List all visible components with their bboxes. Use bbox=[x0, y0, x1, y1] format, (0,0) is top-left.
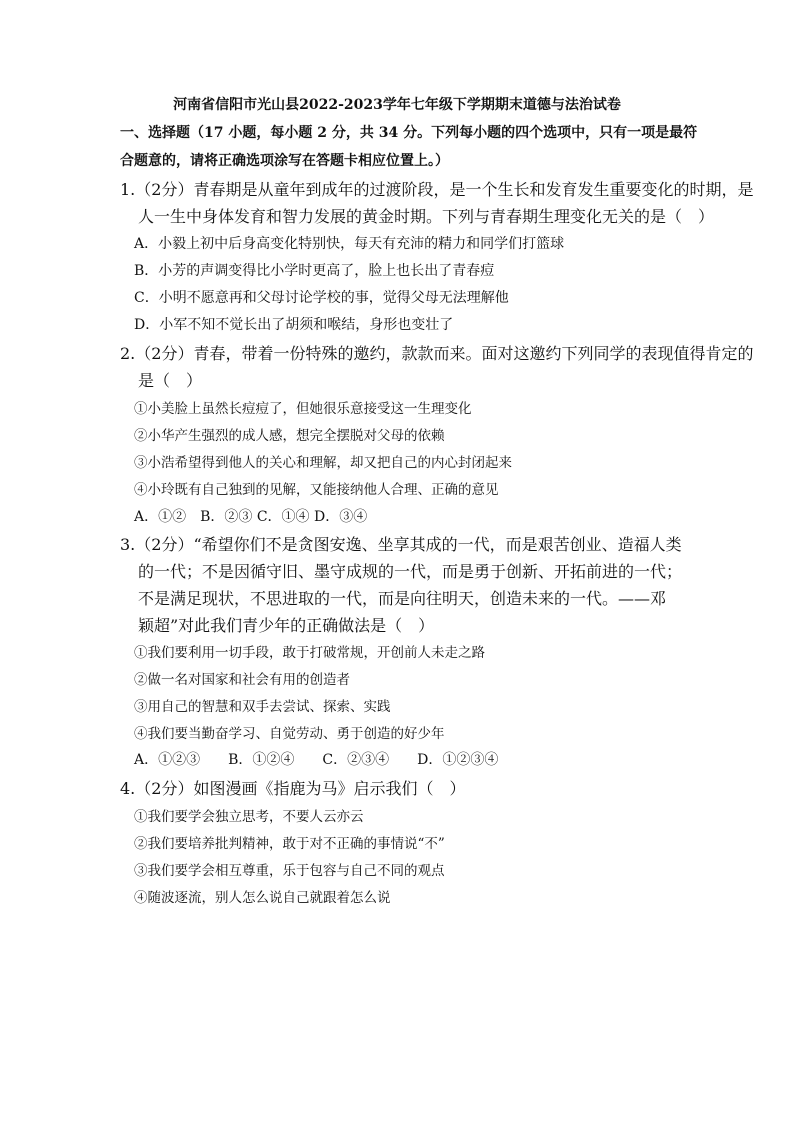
question-4-statement-4: ④随波逐流，别人怎么说自己就跟着怎么说 bbox=[134, 890, 391, 906]
question-3-statement-3: ③用自己的智慧和双手去尝试、探索、实践 bbox=[134, 699, 391, 715]
question-4-stem: 4.（2分）如图漫画《指鹿为马》启示我们（ ） bbox=[120, 779, 466, 798]
question-1-stem-line-1: 1.（2分）青春期是从童年到成年的过渡阶段，是一个生长和发育发生重要变化的时期，是 bbox=[120, 180, 754, 199]
section-heading-line-1: 一、选择题（17 小题，每小题 2 分，共 34 分。下列每小题的四个选项中，只有一项是最符 bbox=[120, 125, 698, 141]
question-2-statement-2: ②小华产生强烈的成人感，想完全摆脱对父母的依赖 bbox=[134, 428, 445, 444]
question-1-option-c: C．小明不愿意再和父母讨论学校的事，觉得父母无法理解他 bbox=[134, 290, 509, 306]
question-3-stem-line-2: 的一代；不是因循守旧、墨守成规的一代，而是勇于创新、开拓前进的一代； bbox=[138, 562, 683, 581]
question-1-stem-line-2: 人一生中身体发育和智力发展的黄金时期。下列与青春期生理变化无关的是（ ） bbox=[138, 207, 715, 226]
question-3-statement-2: ②做一名对国家和社会有用的创造者 bbox=[134, 672, 350, 688]
question-4-statement-2: ②我们要培养批判精神，敢于对不正确的事情说“不” bbox=[134, 836, 445, 852]
question-2-options: A．①② B．②③ C．①④ D．③④ bbox=[134, 509, 368, 525]
question-3-statement-4: ④我们要当勤奋学习、自觉劳动、勇于创造的好少年 bbox=[134, 726, 445, 742]
question-4-statement-3: ③我们要学会相互尊重，乐于包容与自己不同的观点 bbox=[134, 863, 445, 879]
question-2-statement-3: ③小浩希望得到他人的关心和理解，却又把自己的内心封闭起来 bbox=[134, 455, 512, 471]
question-1-option-b: B．小芳的声调变得比小学时更高了，脸上也长出了青春痘 bbox=[134, 263, 495, 279]
question-1-option-a: A．小毅上初中后身高变化特别快，每天有充沛的精力和同学们打篮球 bbox=[134, 236, 565, 252]
question-1-option-d: D．小军不知不觉长出了胡须和喉结，身形也变壮了 bbox=[134, 317, 454, 333]
question-3-statement-1: ①我们要利用一切手段，敢于打破常规，开创前人未走之路 bbox=[134, 645, 485, 661]
question-3-options: A．①②③ B．①②④ C．②③④ D．①②③④ bbox=[134, 752, 499, 768]
question-3-stem-line-3: 不是满足现状，不思进取的一代，而是向往明天，创造未来的一代。——邓 bbox=[138, 589, 667, 608]
question-2-stem-line-2: 是（ ） bbox=[138, 371, 203, 390]
question-2-statement-1: ①小美脸上虽然长痘痘了，但她很乐意接受这一生理变化 bbox=[134, 401, 472, 417]
section-heading-line-2: 合题意的，请将正确选项涂写在答题卡相应位置上。） bbox=[120, 153, 449, 169]
question-3-stem-line-1: 3.（2分）“希望你们不是贪图安逸、坐享其成的一代，而是艰苦创业、造福人类 bbox=[120, 535, 682, 554]
question-4-statement-1: ①我们要学会独立思考，不要人云亦云 bbox=[134, 809, 364, 825]
question-2-stem-line-1: 2.（2分）青春，带着一份特殊的邀约，款款而来。面对这邀约下列同学的表现值得肯定的 bbox=[120, 344, 754, 363]
question-2-statement-4: ④小玲既有自己独到的见解，又能接纳他人合理、正确的意见 bbox=[134, 482, 499, 498]
question-3-stem-line-4: 颖超”对此我们青少年的正确做法是（ ） bbox=[138, 616, 435, 635]
document-title: 河南省信阳市光山县2022-2023学年七年级下学期期末道德与法治试卷 bbox=[173, 97, 621, 113]
